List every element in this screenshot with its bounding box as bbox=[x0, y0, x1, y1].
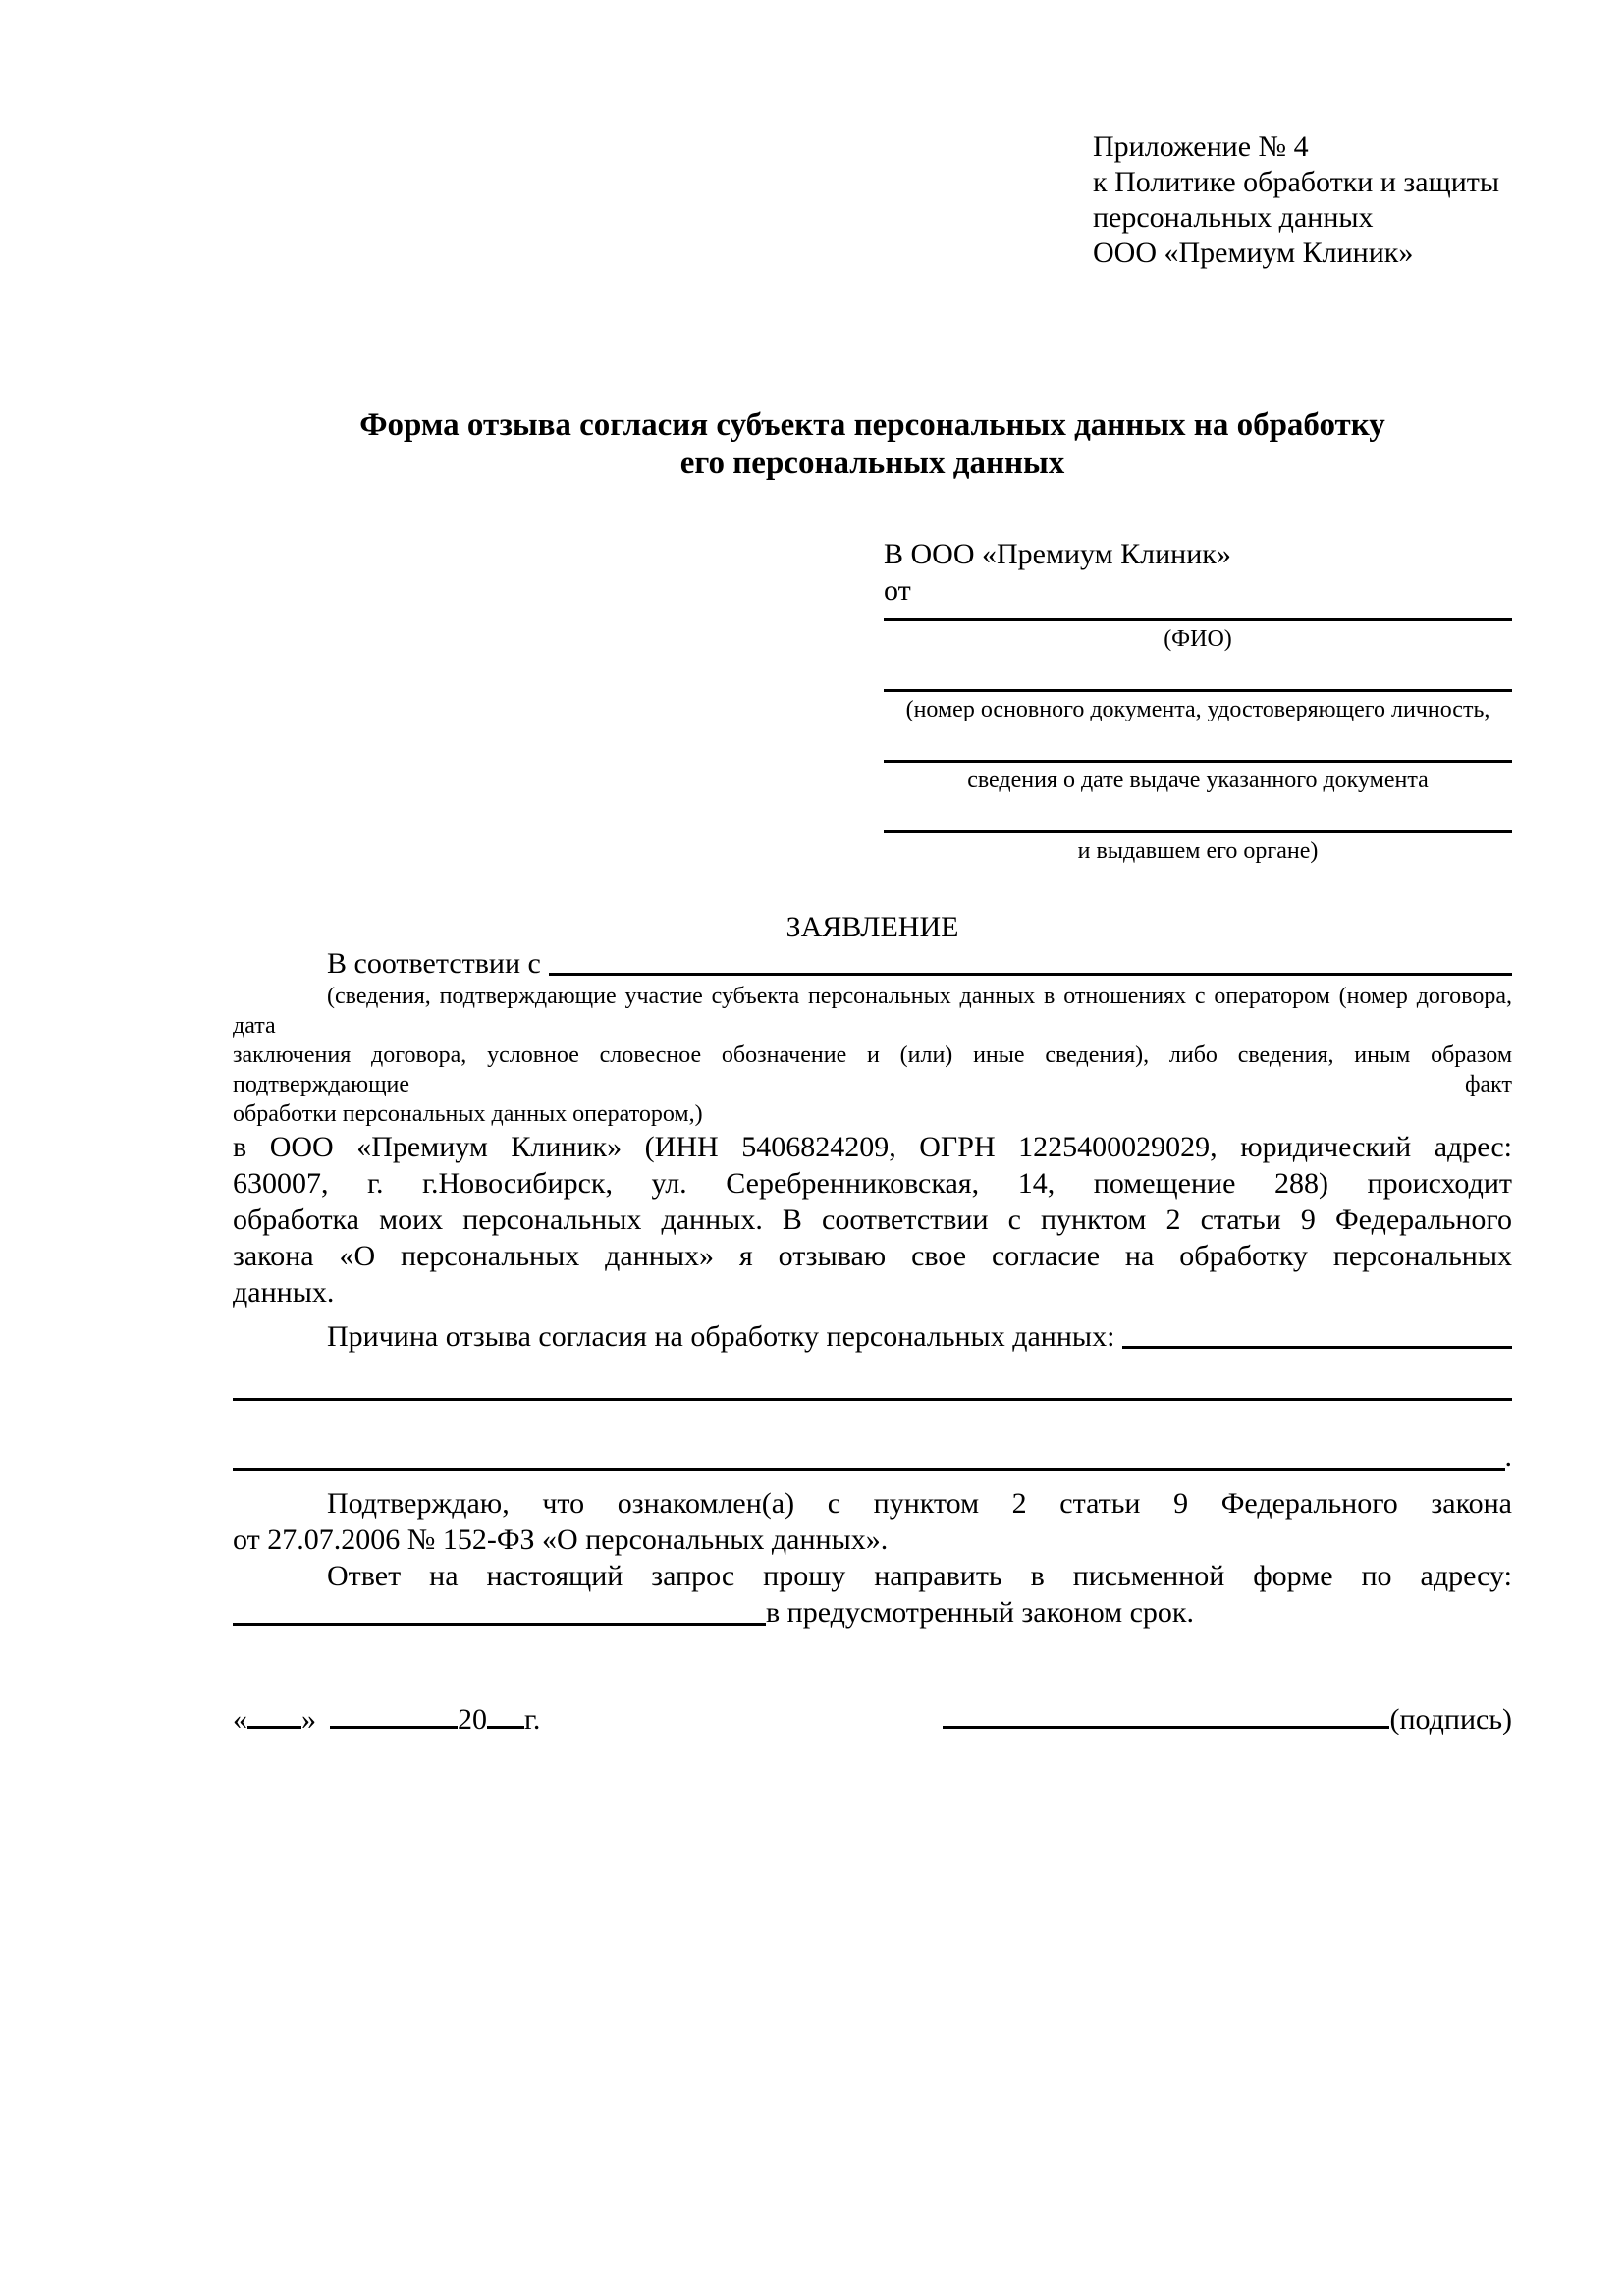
issuing-authority-caption: и выдавшем его органе) bbox=[1077, 838, 1319, 864]
reason-blank-line[interactable] bbox=[1122, 1346, 1512, 1349]
signature-caption: (подпись) bbox=[1389, 1703, 1512, 1735]
fio-caption: (ФИО) bbox=[1164, 626, 1232, 652]
reply-suffix: в предусмотренный законом срок. bbox=[766, 1596, 1194, 1629]
date-year-suffix: г. bbox=[524, 1703, 541, 1735]
body-paragraph-line: 630007, г. г.Новосибирск, ул. Серебренниковская, 14, помещение 288) происходит bbox=[233, 1167, 1512, 1200]
date-template bbox=[233, 1701, 540, 1737]
signature-blank-line[interactable] bbox=[943, 1724, 1389, 1729]
date-day-blank-line[interactable] bbox=[247, 1724, 301, 1729]
appendix-note-line: ООО «Премиум Клиник» bbox=[1093, 237, 1414, 269]
addressee-to: В ООО «Премиум Клиник» bbox=[884, 538, 1231, 570]
addressee-from-label: от bbox=[884, 574, 911, 607]
body-paragraph-line: данных. bbox=[233, 1276, 335, 1308]
date-year-prefix: 20 bbox=[458, 1703, 487, 1735]
date-quote-open: « bbox=[233, 1703, 247, 1735]
reason-continuation-blank-line[interactable] bbox=[233, 1398, 1512, 1401]
intro-footnote-line: заключения договора, условное словесное обозначение и (или) иные сведения), либо сведения, иным образом подтверждающие факт bbox=[233, 1042, 1512, 1097]
issuing-authority-blank-line[interactable] bbox=[884, 830, 1512, 833]
issue-date-caption: сведения о дате выдаче указанного документа bbox=[967, 768, 1429, 793]
reason-label: Причина отзыва согласия на обработку персональных данных: bbox=[327, 1320, 1115, 1353]
document-title-line: Форма отзыва согласия субъекта персональных данных на обработку bbox=[359, 407, 1385, 443]
body-paragraph-line: обработка моих персональных данных. В соответствии с пунктом 2 статьи 9 Федерального bbox=[233, 1203, 1512, 1236]
date-quote-close: » bbox=[301, 1703, 316, 1735]
document-number-field bbox=[884, 689, 1512, 724]
document-number-caption: (номер основного документа, удостоверяющего личность, bbox=[905, 697, 1490, 722]
intro-footnote-line: обработки персональных данных оператором,) bbox=[233, 1101, 703, 1127]
document-title-line: его персональных данных bbox=[679, 446, 1065, 481]
document-content bbox=[233, 0, 1512, 1737]
appendix-note-line: персональных данных bbox=[1093, 201, 1374, 234]
confirmation-line: от 27.07.2006 № 152-ФЗ «О персональных данных». bbox=[233, 1523, 889, 1556]
document-title bbox=[233, 406, 1512, 483]
document-number-blank-line[interactable] bbox=[884, 689, 1512, 692]
body-paragraph bbox=[233, 1129, 1512, 1310]
reason-continuation-row bbox=[233, 1442, 1512, 1471]
intro-prefix: В соответствии с bbox=[327, 947, 541, 980]
issue-date-field bbox=[884, 760, 1512, 795]
appendix-note-line: Приложение № 4 bbox=[1093, 131, 1309, 163]
date-year-blank-line[interactable] bbox=[487, 1724, 524, 1729]
intro-row bbox=[233, 945, 1512, 982]
fio-blank-line[interactable] bbox=[884, 618, 1512, 621]
appendix-note bbox=[1093, 130, 1512, 271]
signoff-row bbox=[233, 1701, 1512, 1737]
reply-address-blank-line[interactable] bbox=[233, 1623, 766, 1626]
reason-row bbox=[233, 1318, 1512, 1355]
body-paragraph-line: закона «О персональных данных» я отзываю свое согласие на обработку персональных bbox=[233, 1240, 1512, 1272]
date-month-blank-line[interactable] bbox=[330, 1724, 458, 1729]
reason-terminator: . bbox=[1504, 1440, 1512, 1472]
reply-address-row bbox=[233, 1594, 1512, 1630]
intro-footnote bbox=[233, 982, 1512, 1129]
addressee-block bbox=[884, 536, 1512, 866]
reply-request-line: Ответ на настоящий запрос прошу направить в письменной форме по адресу: bbox=[327, 1560, 1512, 1592]
issuing-authority-field bbox=[884, 830, 1512, 866]
fio-field bbox=[884, 618, 1512, 654]
signature-block bbox=[943, 1701, 1512, 1737]
statement-heading: ЗАЯВЛЕНИЕ bbox=[785, 911, 959, 943]
intro-footnote-line: (сведения, подтверждающие участие субъекта персональных данных в отношениях с оператором (номер договора, дата bbox=[233, 984, 1512, 1039]
intro-blank-line[interactable] bbox=[549, 973, 1512, 976]
reason-continuation-blank-line-2[interactable] bbox=[233, 1468, 1505, 1471]
issue-date-blank-line[interactable] bbox=[884, 760, 1512, 763]
confirmation-line: Подтверждаю, что ознакомлен(а) с пунктом 2 статьи 9 Федерального закона bbox=[327, 1487, 1512, 1520]
body-paragraph-line: в ООО «Премиум Клиник» (ИНН 5406824209, ОГРН 1225400029029, юридический адрес: bbox=[233, 1131, 1512, 1163]
appendix-note-line: к Политике обработки и защиты bbox=[1093, 166, 1500, 198]
